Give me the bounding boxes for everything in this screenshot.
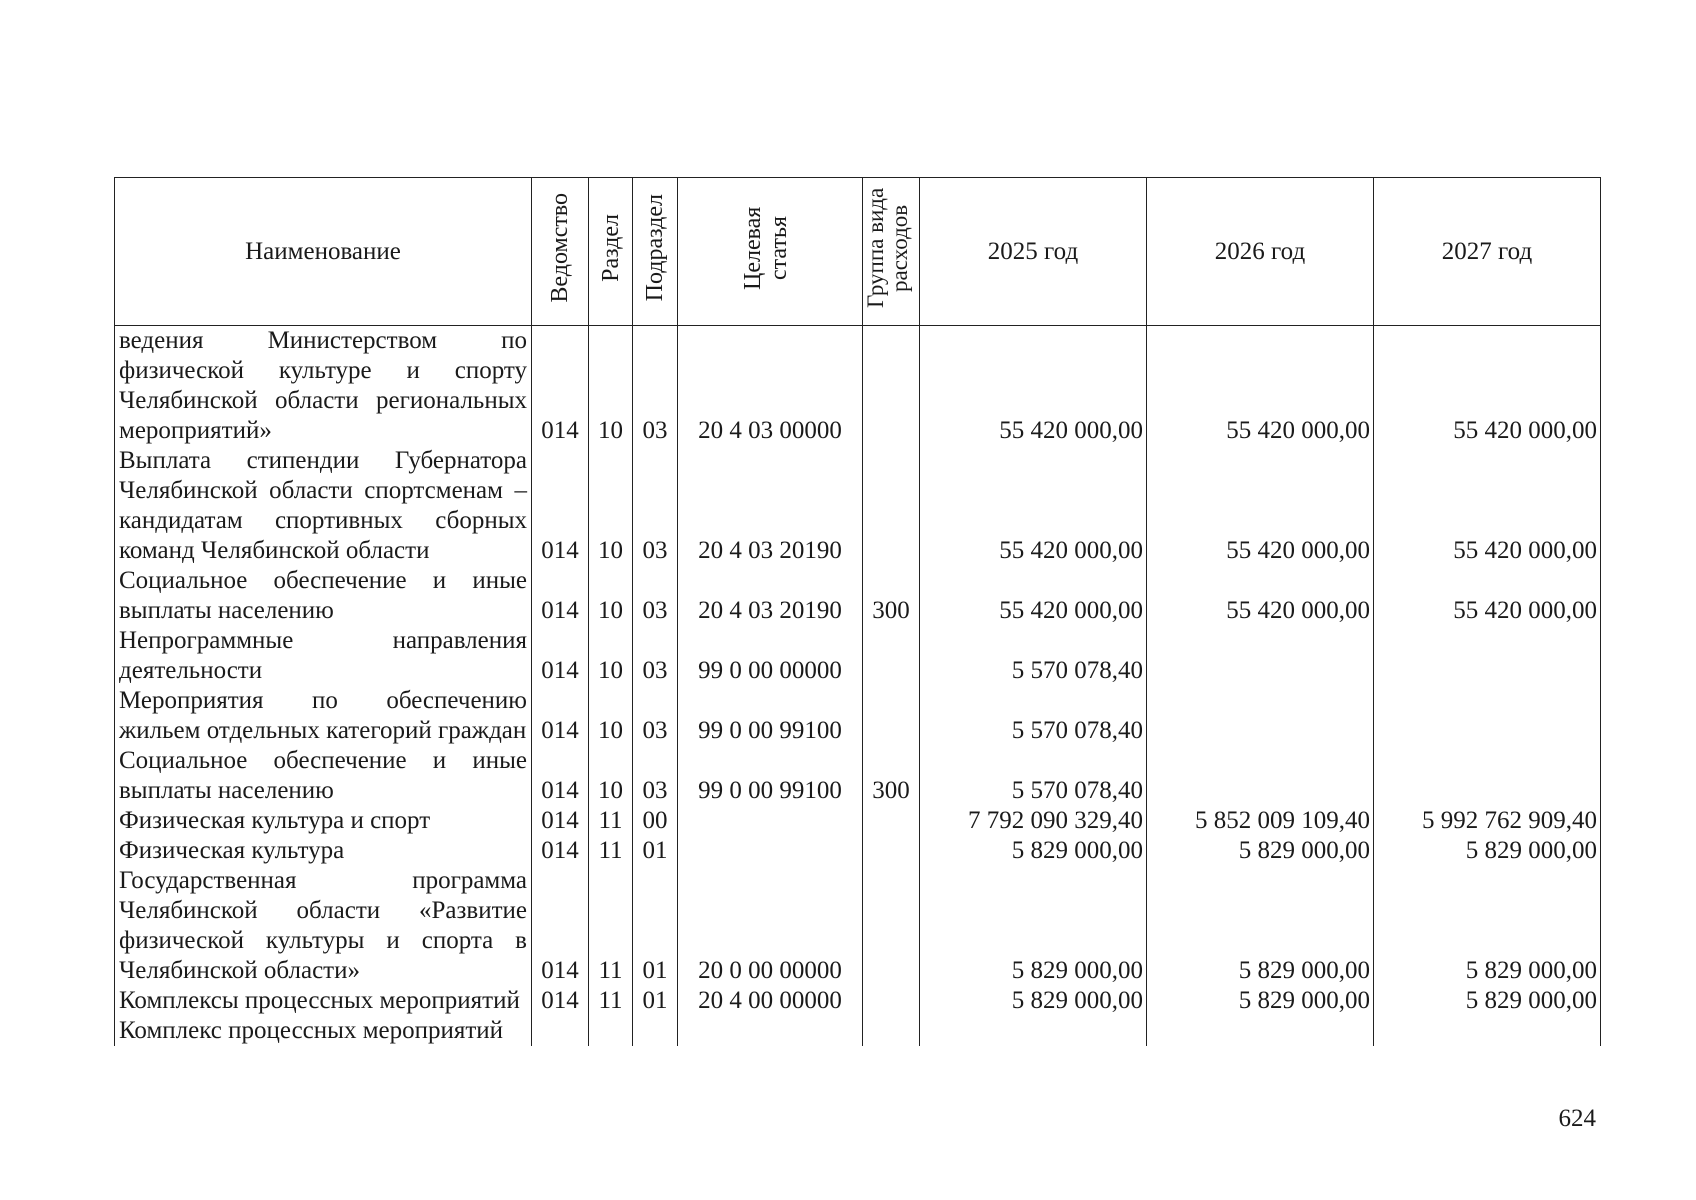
row-name: Непрограммные направления деятельности	[115, 626, 532, 686]
row-2026: 55 420 000,00	[1147, 326, 1374, 447]
row-razdel: 11	[589, 806, 633, 836]
row-podrazdel	[633, 1016, 678, 1046]
row-2027	[1374, 626, 1601, 686]
row-razdel: 10	[589, 326, 633, 447]
row-2027: 55 420 000,00	[1374, 446, 1601, 566]
table-row	[115, 566, 1601, 626]
row-name: Физическая культура	[115, 836, 532, 866]
row-vedomstvo: 014	[532, 686, 589, 746]
row-podrazdel: 03	[633, 746, 678, 806]
row-vedomstvo: 014	[532, 626, 589, 686]
row-celevaya	[678, 806, 863, 836]
row-vedomstvo: 014	[532, 326, 589, 447]
row-gruppa	[863, 1016, 920, 1046]
row-gruppa	[863, 806, 920, 836]
row-2025: 55 420 000,00	[920, 446, 1147, 566]
row-name: Социальное обеспечение и иные выплаты населению	[115, 746, 532, 806]
table-row	[115, 1016, 1601, 1046]
table-row	[115, 806, 1601, 836]
row-2026: 55 420 000,00	[1147, 446, 1374, 566]
budget-table	[114, 177, 1601, 1046]
table-row	[115, 326, 1601, 447]
row-gruppa: 300	[863, 746, 920, 806]
row-2026	[1147, 1016, 1374, 1046]
header-name: Наименование	[115, 178, 532, 326]
table-header-row	[115, 178, 1601, 326]
row-razdel: 10	[589, 566, 633, 626]
table-row	[115, 986, 1601, 1016]
table-row	[115, 446, 1601, 566]
row-podrazdel: 01	[633, 986, 678, 1016]
row-2025: 5 570 078,40	[920, 686, 1147, 746]
row-gruppa: 300	[863, 566, 920, 626]
row-2025	[920, 1016, 1147, 1046]
row-name: Выплата стипендии Губернатора Челябинской области спортсменам – кандидатам спортивных сборных команд Челябинской области	[115, 446, 532, 566]
header-2026: 2026 год	[1147, 178, 1374, 326]
row-podrazdel: 01	[633, 836, 678, 866]
row-razdel: 10	[589, 686, 633, 746]
row-2027	[1374, 746, 1601, 806]
row-2027: 5 829 000,00	[1374, 836, 1601, 866]
row-name: Мероприятия по обеспечению жильем отдельных категорий граждан	[115, 686, 532, 746]
row-2027	[1374, 1016, 1601, 1046]
row-2026	[1147, 626, 1374, 686]
row-celevaya: 99 0 00 00000	[678, 626, 863, 686]
row-vedomstvo: 014	[532, 806, 589, 836]
header-2025: 2025 год	[920, 178, 1147, 326]
row-vedomstvo	[532, 1016, 589, 1046]
header-podrazdel: Подраздел	[633, 178, 678, 326]
row-2025: 5 570 078,40	[920, 746, 1147, 806]
row-podrazdel: 03	[633, 566, 678, 626]
row-name: Комплексы процессных мероприятий	[115, 986, 532, 1016]
row-celevaya	[678, 836, 863, 866]
row-2025: 5 829 000,00	[920, 866, 1147, 986]
row-gruppa	[863, 326, 920, 447]
row-2025: 55 420 000,00	[920, 566, 1147, 626]
row-podrazdel: 03	[633, 326, 678, 447]
row-name: Комплекс процессных мероприятий	[115, 1016, 532, 1046]
row-2027: 5 829 000,00	[1374, 866, 1601, 986]
row-name: ведения Министерством по физической культуре и спорту Челябинской области региональных мероприятий»	[115, 326, 532, 447]
row-2026: 55 420 000,00	[1147, 566, 1374, 626]
row-2025: 55 420 000,00	[920, 326, 1147, 447]
row-celevaya: 20 4 03 20190	[678, 566, 863, 626]
row-razdel	[589, 1016, 633, 1046]
row-razdel: 10	[589, 446, 633, 566]
row-razdel: 11	[589, 986, 633, 1016]
row-razdel: 11	[589, 866, 633, 986]
row-vedomstvo: 014	[532, 746, 589, 806]
row-celevaya: 99 0 00 99100	[678, 686, 863, 746]
row-2027: 55 420 000,00	[1374, 326, 1601, 447]
row-2026	[1147, 746, 1374, 806]
row-2025: 5 829 000,00	[920, 986, 1147, 1016]
row-name: Государственная программа Челябинской области «Развитие физической культуры и спорта в Челябинской области»	[115, 866, 532, 986]
row-gruppa	[863, 446, 920, 566]
row-2027: 55 420 000,00	[1374, 566, 1601, 626]
row-podrazdel: 03	[633, 686, 678, 746]
table-row	[115, 866, 1601, 986]
row-gruppa	[863, 686, 920, 746]
row-gruppa	[863, 836, 920, 866]
table-row	[115, 746, 1601, 806]
row-2027	[1374, 686, 1601, 746]
row-podrazdel: 00	[633, 806, 678, 836]
row-2025: 5 829 000,00	[920, 836, 1147, 866]
row-name: Физическая культура и спорт	[115, 806, 532, 836]
header-vedomstvo: Ведомство	[532, 178, 589, 326]
row-podrazdel: 03	[633, 446, 678, 566]
row-podrazdel: 03	[633, 626, 678, 686]
row-2026: 5 829 000,00	[1147, 986, 1374, 1016]
row-celevaya: 20 0 00 00000	[678, 866, 863, 986]
table-row	[115, 686, 1601, 746]
row-vedomstvo: 014	[532, 986, 589, 1016]
row-celevaya: 20 4 03 20190	[678, 446, 863, 566]
row-2025: 7 792 090 329,40	[920, 806, 1147, 836]
page-number: 624	[1558, 1105, 1596, 1132]
row-razdel: 11	[589, 836, 633, 866]
row-2026: 5 829 000,00	[1147, 836, 1374, 866]
row-gruppa	[863, 986, 920, 1016]
row-gruppa	[863, 626, 920, 686]
row-celevaya: 20 4 00 00000	[678, 986, 863, 1016]
row-vedomstvo: 014	[532, 446, 589, 566]
table-row	[115, 836, 1601, 866]
header-razdel: Раздел	[589, 178, 633, 326]
row-podrazdel: 01	[633, 866, 678, 986]
row-name: Социальное обеспечение и иные выплаты населению	[115, 566, 532, 626]
row-razdel: 10	[589, 626, 633, 686]
row-celevaya: 99 0 00 99100	[678, 746, 863, 806]
row-2027: 5 829 000,00	[1374, 986, 1601, 1016]
row-2027: 5 992 762 909,40	[1374, 806, 1601, 836]
row-celevaya: 20 4 03 00000	[678, 326, 863, 447]
row-vedomstvo: 014	[532, 836, 589, 866]
row-razdel: 10	[589, 746, 633, 806]
table-row	[115, 626, 1601, 686]
table-body	[115, 326, 1601, 1047]
row-vedomstvo: 014	[532, 566, 589, 626]
row-2026: 5 852 009 109,40	[1147, 806, 1374, 836]
row-2026	[1147, 686, 1374, 746]
header-2027: 2027 год	[1374, 178, 1601, 326]
row-celevaya	[678, 1016, 863, 1046]
row-vedomstvo: 014	[532, 866, 589, 986]
row-2026: 5 829 000,00	[1147, 866, 1374, 986]
row-2025: 5 570 078,40	[920, 626, 1147, 686]
row-gruppa	[863, 866, 920, 986]
header-gruppa: Группа вида расходов	[863, 178, 920, 326]
header-celevaya: Целевая статья	[678, 178, 863, 326]
